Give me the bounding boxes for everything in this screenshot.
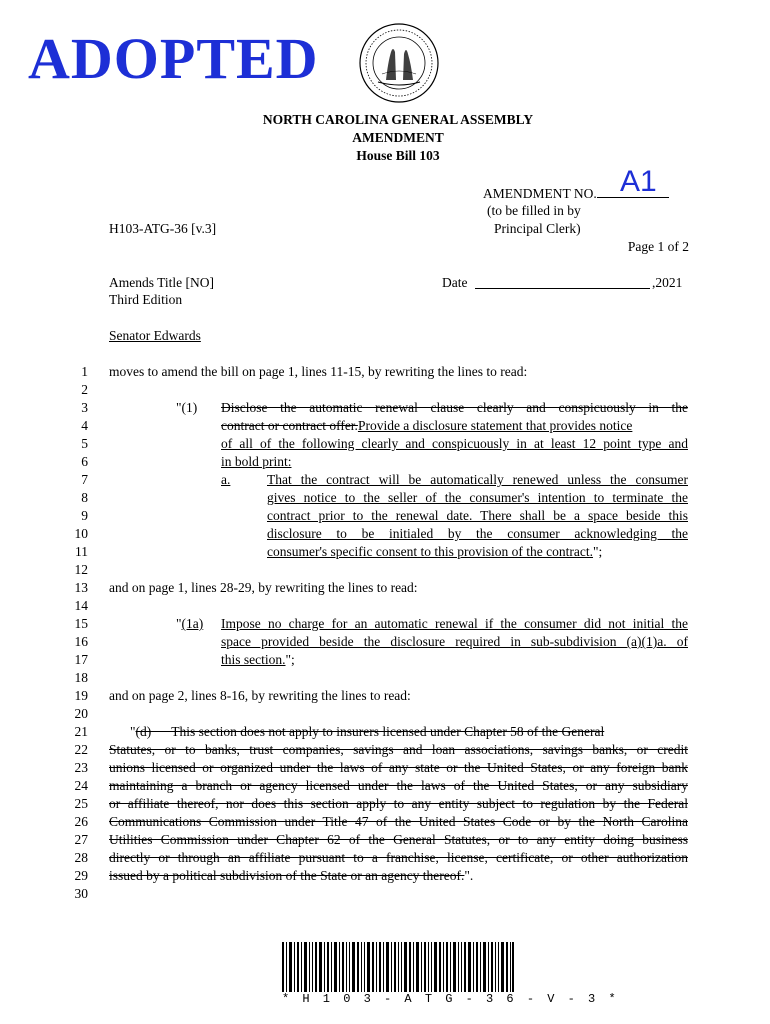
line-number: 12 bbox=[74, 562, 88, 577]
line-number: 24 bbox=[74, 778, 88, 793]
open-quote: " bbox=[176, 616, 182, 631]
line-number: 26 bbox=[74, 814, 88, 829]
line-number: 3 bbox=[81, 400, 88, 415]
inserted-text: space provided beside the disclosure required in sub-subdivision (a)(1)a. of bbox=[221, 634, 688, 649]
subsection-d-line-1 bbox=[130, 724, 688, 740]
line-number: 15 bbox=[74, 616, 88, 631]
date-year: ,2021 bbox=[652, 275, 683, 290]
assembly-heading: NORTH CAROLINA GENERAL ASSEMBLY bbox=[262, 112, 534, 127]
amendment-number-value: A1 bbox=[620, 165, 657, 198]
subdivision-1a-last-line bbox=[221, 652, 295, 668]
struck-text: Communications Commission under Title 47 of the United States Code or by the North Carolina bbox=[109, 814, 688, 829]
line-number: 16 bbox=[74, 634, 88, 649]
inserted-text: consumer's specific consent to this provision of the contract. bbox=[267, 544, 593, 559]
line-number: 1 bbox=[81, 364, 88, 379]
amends-title: Amends Title [NO] bbox=[109, 275, 215, 290]
line-number: 19 bbox=[74, 688, 88, 703]
subdivision-1-mark: "(1) bbox=[176, 400, 198, 415]
line-number: 22 bbox=[74, 742, 88, 757]
line-number: 28 bbox=[74, 850, 88, 865]
amendment-number-label: AMENDMENT NO. bbox=[483, 186, 597, 201]
line-number: 4 bbox=[81, 418, 88, 433]
inserted-text: in bold print: bbox=[221, 454, 292, 469]
line-number: 29 bbox=[74, 868, 88, 883]
line-number: 30 bbox=[74, 886, 88, 901]
open-quote: " bbox=[130, 724, 136, 739]
struck-text: Disclose the automatic renewal clause clearly and conspicuously in the bbox=[221, 400, 688, 415]
line-number: 18 bbox=[74, 670, 88, 685]
sub-subdivision-a-last-line bbox=[267, 544, 602, 560]
inserted-text: of all of the following clearly and conspicuously in at least 12 point type and bbox=[221, 436, 688, 451]
subsection-d-last-line bbox=[109, 868, 473, 884]
line-number: 14 bbox=[74, 598, 88, 613]
struck-text: maintaining a branch or agency licensed under the laws of the United States, or any subsidiary bbox=[109, 778, 688, 793]
barcode-icon bbox=[282, 942, 514, 994]
line-number: 23 bbox=[74, 760, 88, 775]
filled-note-line1: (to be filled in by bbox=[487, 203, 581, 218]
state-seal-icon bbox=[358, 22, 440, 104]
page-indicator: Page 1 of 2 bbox=[627, 239, 689, 254]
closing-quote: ". bbox=[464, 868, 474, 883]
inserted-text: (1a) bbox=[181, 616, 204, 631]
inserted-text: this section. bbox=[221, 652, 286, 667]
line-number: 25 bbox=[74, 796, 88, 811]
line-number: 13 bbox=[74, 580, 88, 595]
line-number: 6 bbox=[81, 454, 88, 469]
date-label: Date bbox=[442, 275, 468, 290]
instruction-line-1: moves to amend the bill on page 1, lines 11-15, by rewriting the lines to read: bbox=[109, 364, 528, 379]
line-number: 8 bbox=[81, 490, 88, 505]
struck-text: unions licensed or organized under the laws of any state or the United States, or any foreign bank bbox=[109, 760, 688, 775]
instruction-line-13: and on page 1, lines 28-29, by rewriting the lines to read: bbox=[109, 580, 418, 595]
struck-text: issued by a political subdivision of the State or an agency thereof. bbox=[109, 868, 465, 883]
closing-quote: "; bbox=[285, 652, 295, 667]
inserted-text: Provide a disclosure statement that provides notice bbox=[357, 418, 633, 433]
struck-text: contract or contract offer. bbox=[221, 418, 358, 433]
line-number: 7 bbox=[81, 472, 88, 487]
sub-subdivision-a-mark: a. bbox=[221, 472, 231, 487]
struck-text: Utilities Commission under Chapter 62 of the General Statutes, or to any entity doing business bbox=[109, 832, 688, 847]
line-number: 27 bbox=[74, 832, 88, 847]
inserted-text: contract prior to the renewal date. There shall be a space beside this bbox=[267, 508, 688, 523]
subdivision-1a-mark bbox=[176, 616, 203, 632]
inserted-text: Impose no charge for an automatic renewal if the consumer did not initial the bbox=[221, 616, 688, 631]
filled-note-line2: Principal Clerk) bbox=[494, 221, 581, 236]
amendment-heading: AMENDMENT bbox=[352, 130, 444, 145]
sponsor: Senator Edwards bbox=[109, 328, 201, 343]
inserted-text: That the contract will be automatically renewed unless the consumer bbox=[267, 472, 688, 487]
struck-text: Statutes, or to banks, trust companies, savings and loan associations, savings banks, or credit bbox=[109, 742, 688, 757]
barcode-text: * H 1 0 3 - A T G - 3 6 - V - 3 * bbox=[282, 992, 619, 1006]
document-id: H103-ATG-36 [v.3] bbox=[109, 221, 217, 236]
inserted-text: disclosure to be initialed by the consumer acknowledging the bbox=[267, 526, 688, 541]
subdivision-1-line-2 bbox=[221, 418, 688, 434]
struck-text: directly or through an affiliate pursuant to a franchise, license, certificate, or other authorization bbox=[109, 850, 688, 865]
line-number: 10 bbox=[74, 526, 88, 541]
line-number: 17 bbox=[74, 652, 88, 667]
line-number: 2 bbox=[81, 382, 88, 397]
struck-text: (d) This section does not apply to insurers licensed under Chapter 58 of the General bbox=[135, 724, 605, 739]
line-number: 5 bbox=[81, 436, 88, 451]
adopted-stamp: ADOPTED bbox=[28, 26, 319, 91]
line-number: 20 bbox=[74, 706, 88, 721]
closing-quote: "; bbox=[592, 544, 603, 559]
bill-heading: House Bill 103 bbox=[356, 148, 440, 163]
instruction-line-19: and on page 2, lines 8-16, by rewriting the lines to read: bbox=[109, 688, 411, 703]
edition: Third Edition bbox=[109, 292, 183, 307]
struck-text: or affiliate thereof, nor does this section apply to any entity subject to regulation by the Federal bbox=[109, 796, 688, 811]
line-number: 11 bbox=[75, 544, 88, 559]
line-number: 9 bbox=[81, 508, 88, 523]
date-blank bbox=[475, 288, 650, 289]
inserted-text: gives notice to the seller of the consumer's intention to terminate the bbox=[267, 490, 688, 505]
line-number: 21 bbox=[74, 724, 88, 739]
